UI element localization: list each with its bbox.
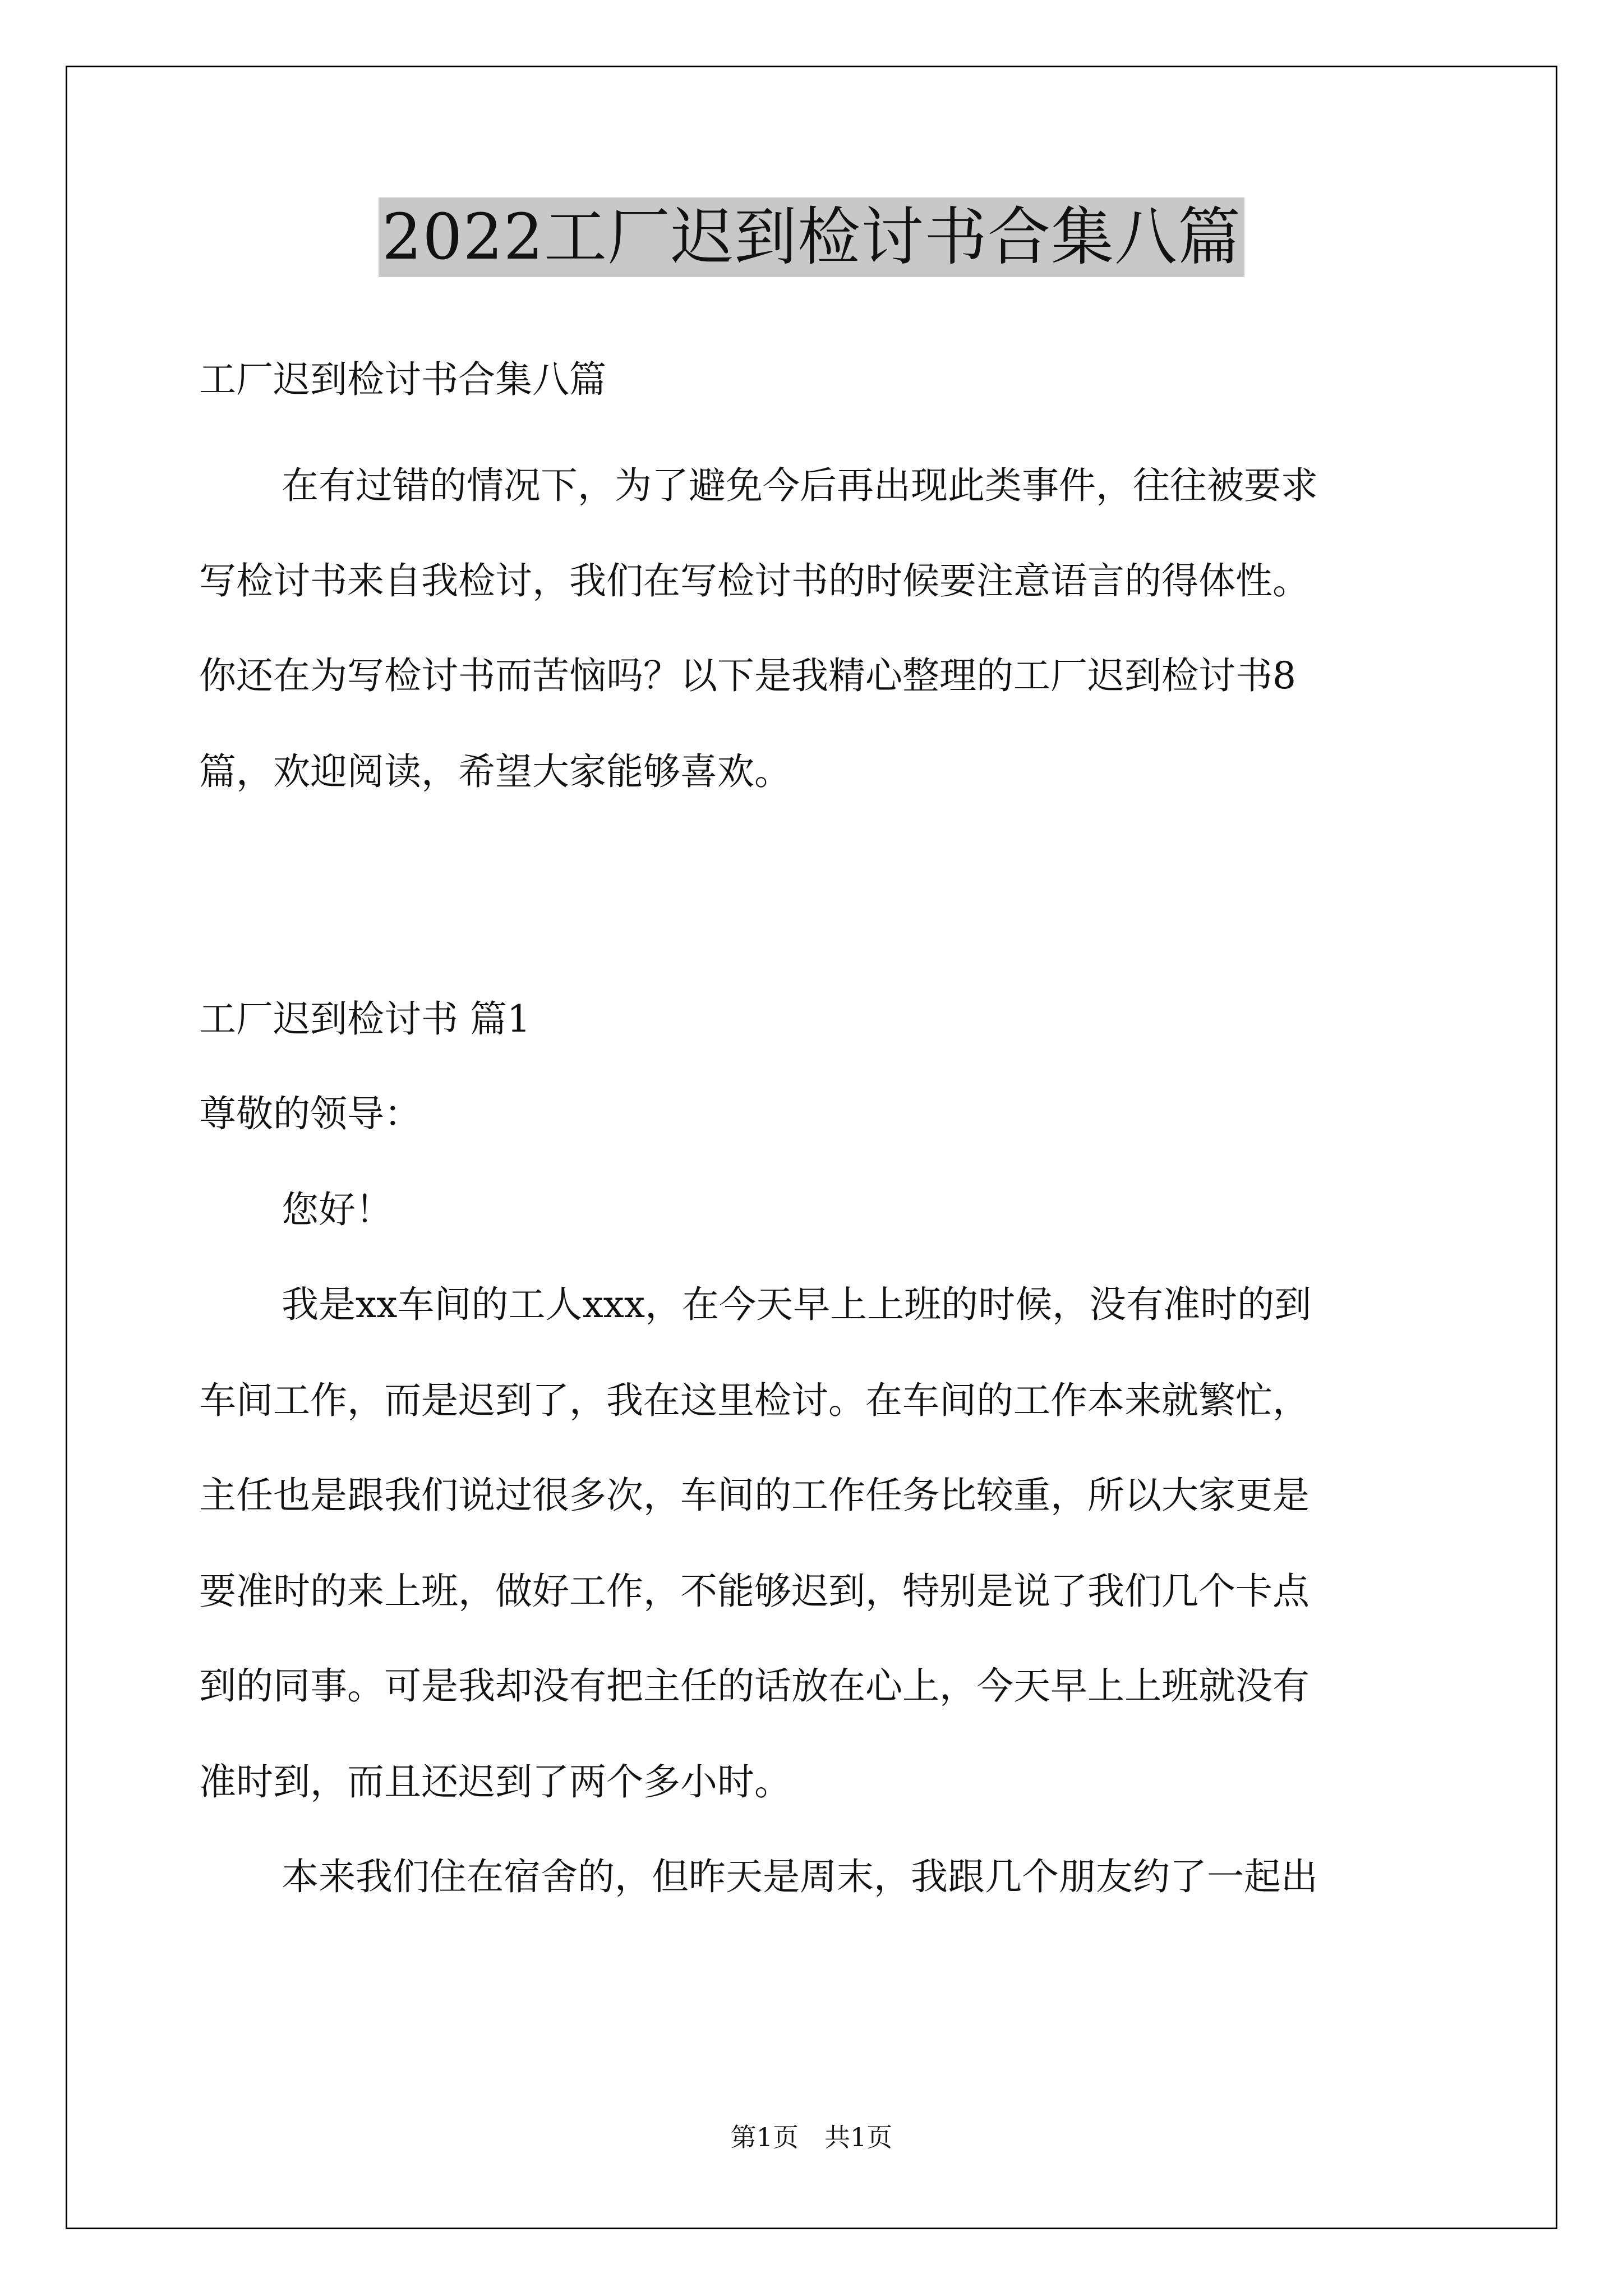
intro-line-2: 写检讨书来自我检讨，我们在写检讨书的时候要注意语言的得体性。 (199, 559, 1310, 602)
body-line-6: 准时到，而且还迟到了两个多小时。 (199, 1760, 791, 1803)
body-line-2: 车间工作，而是迟到了，我在这里检讨。在车间的工作本来就繁忙， (199, 1379, 1310, 1422)
intro-line-1: 在有过错的情况下，为了避免今后再出现此类事件，往往被要求 (282, 464, 1318, 507)
title-container (0, 197, 1623, 277)
document-title: 2022工厂迟到检讨书合集八篇 (379, 197, 1244, 277)
body-line-7: 本来我们住在宿舍的，但昨天是周末，我跟几个朋友约了一起出 (282, 1855, 1318, 1898)
body-line-3: 主任也是跟我们说过很多次，车间的工作任务比较重，所以大家更是 (199, 1474, 1310, 1517)
intro-line-3: 你还在为写检讨书而苦恼吗？以下是我精心整理的工厂迟到检讨书8 (199, 654, 1296, 697)
salutation: 尊敬的领导： (199, 1092, 421, 1135)
section-heading: 工厂迟到检讨书 篇1 (199, 997, 531, 1041)
document-subtitle: 工厂迟到检讨书合集八篇 (199, 358, 606, 401)
intro-line-4: 篇，欢迎阅读，希望大家能够喜欢。 (199, 750, 791, 793)
body-line-5: 到的同事。可是我却没有把主任的话放在心上，今天早上上班就没有 (199, 1664, 1310, 1708)
body-line-4: 要准时的来上班，做好工作，不能够迟到，特别是说了我们几个卡点 (199, 1570, 1310, 1613)
page-footer: 第1页 共1页 (730, 2122, 893, 2152)
greeting: 您好！ (282, 1188, 393, 1231)
body-line-1: 我是xx车间的工人xxx，在今天早上上班的时候，没有准时的到 (282, 1283, 1312, 1326)
